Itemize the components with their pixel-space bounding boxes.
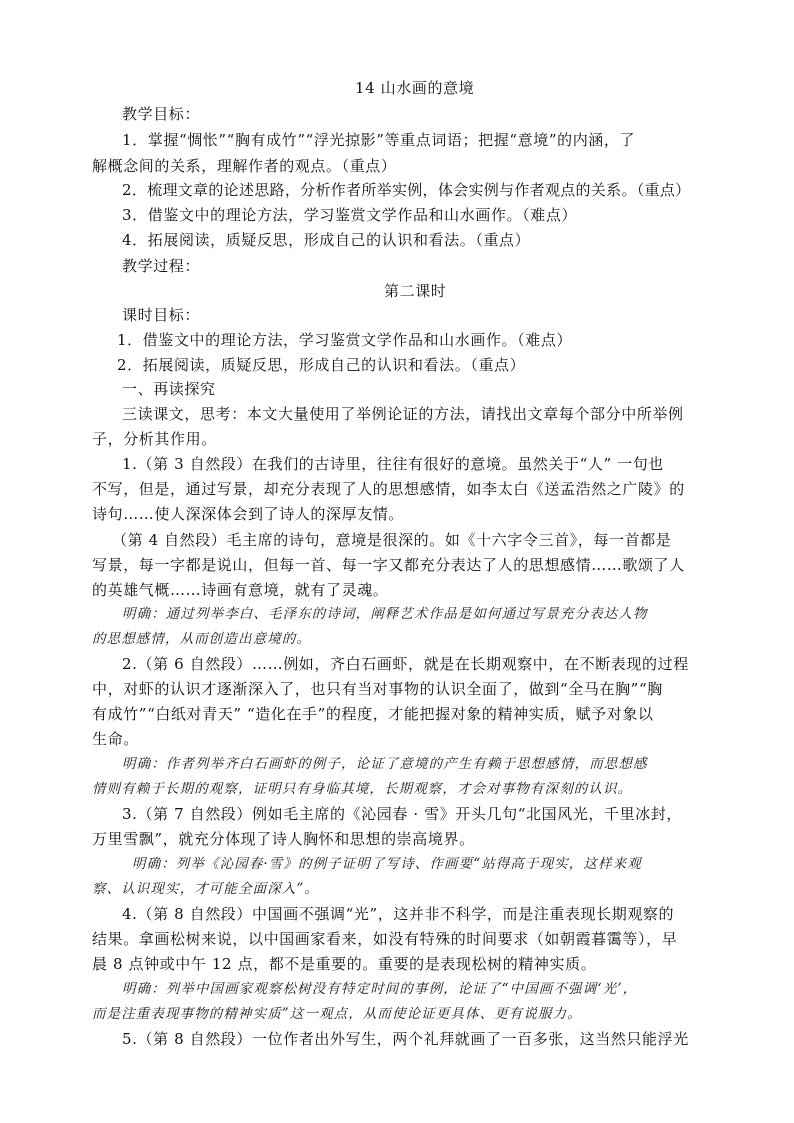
- lesson-goals-heading: 课时目标：: [122, 306, 201, 324]
- example-line: 写景，每一字都是说山，但每一首、每一字又都充分表达了人的思想感情……歌颂了人: [92, 556, 685, 574]
- goal-line: 3．借鉴文中的理论方法，学习鉴赏文学作品和山水画作。（难点）: [122, 206, 578, 224]
- clarification-note: 情则有赖于长期的观察，证明只有身临其境，长期观察，才会对事物有深刻的认识。: [92, 781, 633, 797]
- example-line: 5.（第 8 自然段）一位作者出外写生，两个礼拜就画了一百多张，这当然只能浮光: [122, 1030, 689, 1048]
- section-heading: 一、再读探究: [122, 380, 216, 398]
- goal-line: 1．掌握“惆怅”“胸有成竹”“浮光掠影”等重点词语；把握“意境”的内涵，了: [122, 131, 636, 149]
- teaching-goals-heading: 教学目标：: [122, 105, 201, 123]
- clarification-note: 明确：列举中国画家观察松树没有特定时间的事例，论证了“中国画不强调‘光’，: [122, 981, 638, 997]
- example-line: 的英雄气概……诗画有意境，就有了灵魂。: [92, 581, 389, 599]
- example-line: 3.（第 7 自然段）例如毛主席的《沁园春 · 雪》开头几句“北国风光，千里冰封，: [122, 805, 682, 823]
- example-line: 万里雪飘”，就充分体现了诗人胸怀和思想的崇高境界。: [92, 830, 475, 848]
- intro-line: 子，分析其作用。: [92, 430, 217, 448]
- clarification-note: 而是注重表现事物的精神实质”这一观点，从而使论证更具体、更有说服力。: [92, 1006, 582, 1022]
- clarification-note: 的思想感情，从而创造出意境的。: [92, 631, 311, 647]
- clarification-note: 明确：列举《沁园春·雪》的例子证明了写诗、作画要“站得高于现实，这样来观: [132, 856, 642, 872]
- example-line: 生命。: [92, 730, 139, 748]
- example-line: 有成竹”“白纸对青天” “造化在手”的程度，才能把握对象的精神实质，赋予对象以: [92, 705, 654, 723]
- document-title: 14 山水画的意境: [355, 79, 475, 97]
- clarification-note: 明确：通过列举李白、毛泽东的诗词，阐释艺术作品是如何通过写景充分表达人物: [122, 606, 648, 622]
- teaching-process-heading: 教学过程：: [122, 257, 201, 275]
- example-line: 结果。拿画松树来说，以中国画家看来，如没有特殊的时间要求（如朝霞暮霭等），早: [92, 930, 678, 948]
- example-line: 4.（第 8 自然段）中国画不强调“光”，这并非不科学，而是注重表现长期观察的: [122, 905, 675, 923]
- intro-line: 三读课文，思考：本文大量使用了举例论证的方法，请找出文章每个部分中所举例: [122, 405, 684, 423]
- clarification-note: 明确：作者列举齐白石画虾的例子，论证了意境的产生有赖于思想感情，而思想感: [122, 756, 648, 772]
- lesson-goal-line: 1．借鉴文中的理论方法，学习鉴赏文学作品和山水画作。（难点）: [117, 331, 573, 349]
- clarification-note: 察、认识现实，才可能全面深入”。: [92, 881, 320, 897]
- example-line: 1.（第 3 自然段）在我们的古诗里，往往有很好的意境。虽然关于“人” 一句也: [122, 455, 664, 473]
- example-line: 不写，但是，通过写景，却充分表现了人的思想感情，如李太白《送孟浩然之广陵》的: [92, 480, 685, 498]
- example-line: 诗句……使人深深体会到了诗人的深厚友情。: [92, 505, 405, 523]
- example-line: 晨 8 点钟或中午 12 点，都不是重要的。重要的是表现松树的精神实质。: [92, 955, 597, 973]
- lesson-goal-line: 2．拓展阅读，质疑反思，形成自己的认识和看法。（重点）: [117, 356, 526, 374]
- lesson-title: 第二课时: [384, 282, 447, 300]
- goal-line: 4．拓展阅读，质疑反思，形成自己的认识和看法。（重点）: [122, 231, 531, 249]
- example-line: （第 4 自然段）毛主席的诗句，意境是很深的。如《十六字令三首》，每一首都是: [112, 531, 672, 549]
- goal-line: 2．梳理文章的论述思路，分析作者所举实例，体会实例与作者观点的关系。（重点）: [122, 181, 691, 199]
- goal-line: 解概念间的关系，理解作者的观点。（重点）: [92, 157, 397, 175]
- example-line: 2.（第 6 自然段）……例如，齐白石画虾，就是在长期观察中，在不断表现的过程: [122, 655, 689, 673]
- example-line: 中，对虾的认识才逐渐深入了，也只有当对事物的认识全面了，做到“全马在胸”“胸: [92, 680, 663, 698]
